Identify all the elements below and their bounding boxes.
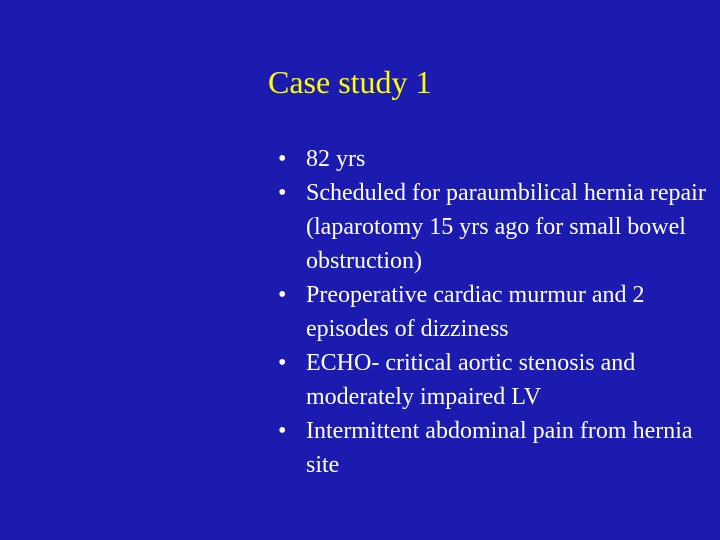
bullet-text: Preoperative cardiac murmur and 2 episodes of dizziness [306, 282, 645, 342]
bullet-item [278, 142, 708, 176]
bullet-item [278, 346, 708, 414]
bullet-item [278, 176, 708, 278]
bullet-icon: • [278, 146, 287, 172]
bullet-list [278, 142, 708, 482]
bullet-text: Intermittent abdominal pain from hernia site [306, 418, 693, 478]
bullet-text: 82 yrs [306, 146, 366, 172]
bullet-icon: • [278, 180, 287, 206]
bullet-icon: • [278, 282, 287, 308]
slide-title: Case study 1 [268, 64, 432, 100]
bullet-item [278, 278, 708, 346]
bullet-icon: • [278, 418, 287, 444]
bullet-icon: • [278, 350, 287, 376]
bullet-text: Scheduled for paraumbilical hernia repair (laparotomy 15 yrs ago for small bowel obstruction) [306, 180, 706, 274]
bullet-text: ECHO- critical aortic stenosis and moderately impaired LV [306, 350, 636, 410]
bullet-item [278, 414, 708, 482]
